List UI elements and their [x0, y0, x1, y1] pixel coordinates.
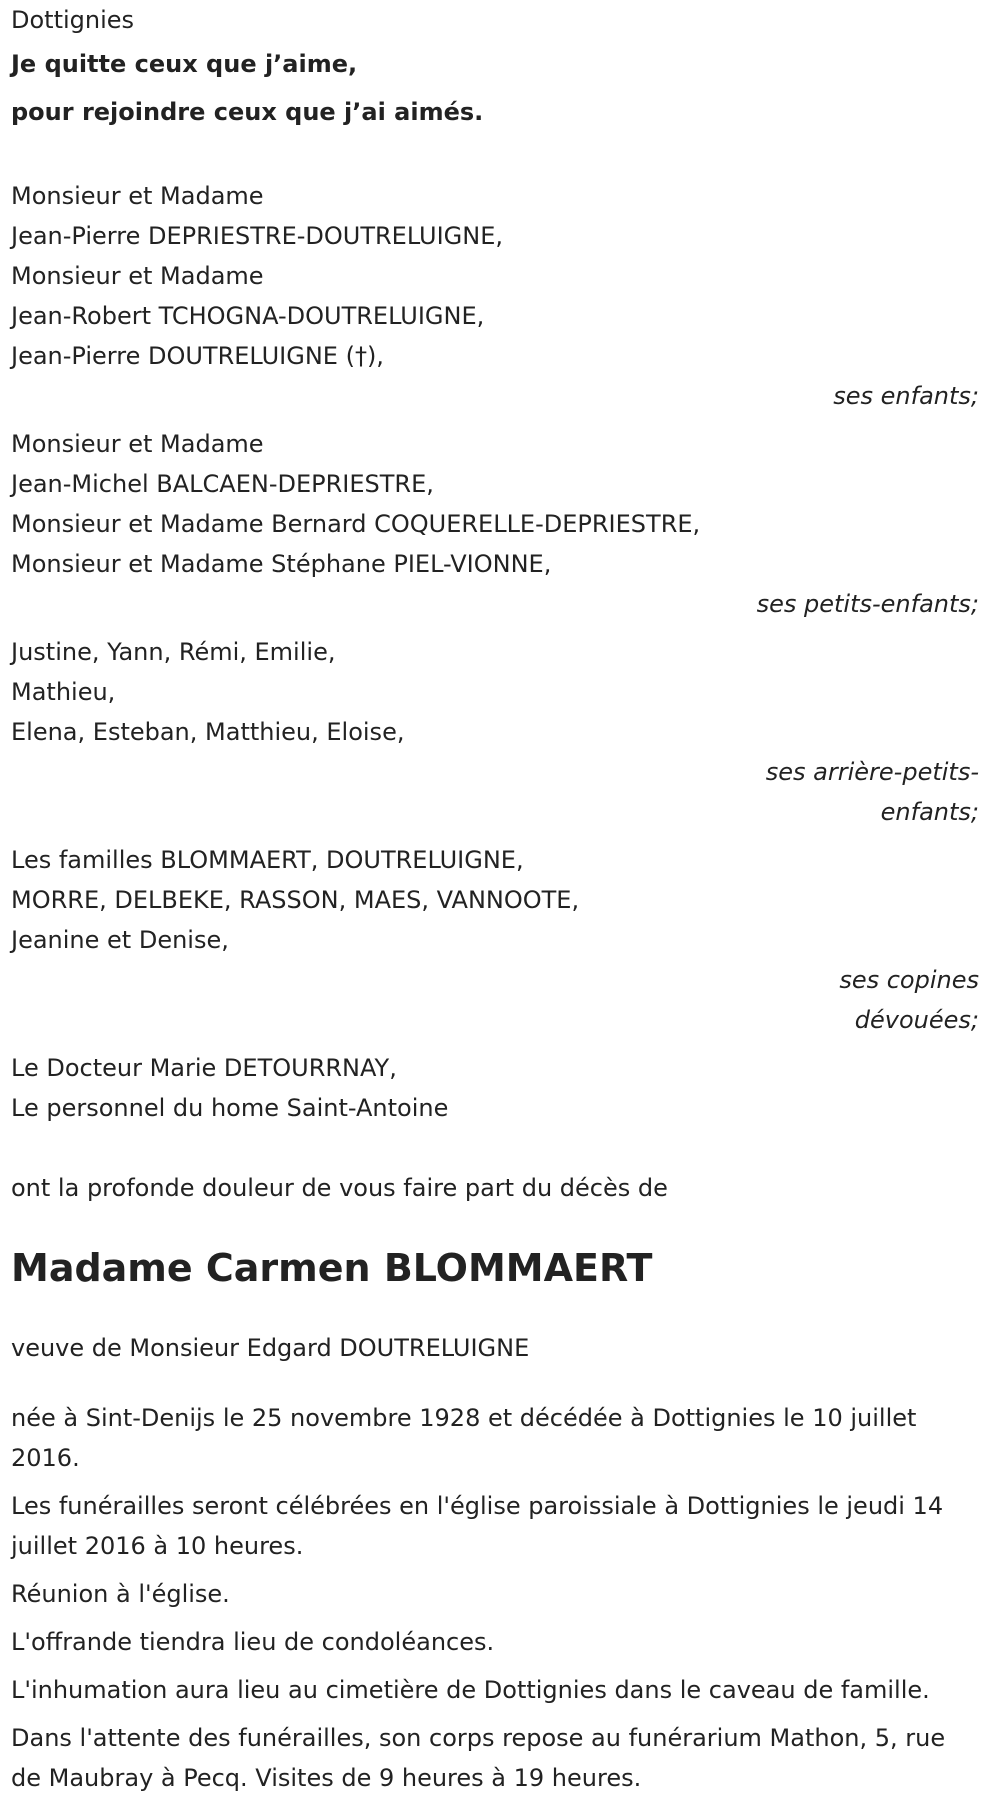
grandchildren-line: Monsieur et Madame	[11, 430, 264, 458]
friends-role-2: dévouées;	[854, 1006, 979, 1034]
details-section	[11, 1398, 991, 1798]
grandchildren-role: ses petits-enfants;	[756, 590, 979, 618]
children-section	[11, 176, 991, 416]
others-line: Le Docteur Marie DETOURRNAY,	[11, 1054, 397, 1082]
detail-paragraph: Réunion à l'église.	[11, 1580, 230, 1608]
great-grandchildren-role-1: ses arrière-petits-	[765, 758, 979, 786]
great-grandchildren-role-2: enfants;	[880, 798, 979, 826]
detail-paragraph: L'inhumation aura lieu au cimetière de Dottignies dans le caveau de famille.	[11, 1676, 930, 1704]
great-grandchildren-line: Justine, Yann, Rémi, Emilie,	[11, 638, 336, 666]
others-line: Le personnel du home Saint-Antoine	[11, 1094, 449, 1122]
friends-role-1: ses copines	[839, 966, 979, 994]
grandchildren-section	[11, 424, 991, 624]
grandchildren-line: Monsieur et Madame Bernard COQUERELLE-DEPRIESTRE,	[11, 510, 701, 538]
great-grandchildren-line: Elena, Esteban, Matthieu, Eloise,	[11, 718, 405, 746]
children-line: Jean-Pierre DOUTRELUIGNE (†),	[11, 342, 384, 370]
children-line: Monsieur et Madame	[11, 262, 264, 290]
children-line: Jean-Pierre DEPRIESTRE-DOUTRELUIGNE,	[11, 222, 504, 250]
friends-line: MORRE, DELBEKE, RASSON, MAES, VANNOOTE,	[11, 886, 580, 914]
grandchildren-line: Monsieur et Madame Stéphane PIEL-VIONNE,	[11, 550, 552, 578]
great-grandchildren-section	[11, 632, 991, 832]
great-grandchildren-line: Mathieu,	[11, 678, 116, 706]
deceased-name: Madame Carmen BLOMMAERT	[11, 1246, 653, 1290]
verse-line-1: Je quitte ceux que j’aime,	[11, 50, 358, 78]
widow-of-text: veuve de Monsieur Edgard DOUTRELUIGNE	[11, 1334, 530, 1362]
verse-line-2: pour rejoindre ceux que j’ai aimés.	[11, 98, 484, 126]
announcement-text: ont la profonde douleur de vous faire part du décès de	[11, 1174, 668, 1202]
friends-line: Jeanine et Denise,	[11, 926, 229, 954]
detail-paragraph: L'offrande tiendra lieu de condoléances.	[11, 1628, 495, 1656]
detail-paragraph: Dans l'attente des funérailles, son corps repose au funérarium Mathon, 5, rue de Maubray à Pecq. Visites de 9 heures à 19 heures.	[11, 1724, 946, 1792]
grandchildren-line: Jean-Michel BALCAEN-DEPRIESTRE,	[11, 470, 434, 498]
others-section	[11, 1048, 991, 1128]
friends-section	[11, 840, 991, 1040]
children-line: Jean-Robert TCHOGNA-DOUTRELUIGNE,	[11, 302, 485, 330]
children-role: ses enfants;	[833, 382, 979, 410]
detail-paragraph: née à Sint-Denijs le 25 novembre 1928 et décédée à Dottignies le 10 juillet 2016.	[11, 1404, 917, 1472]
detail-paragraph: Les funérailles seront célébrées en l'église paroissiale à Dottignies le jeudi 14 juillet 2016 à 10 heures.	[11, 1492, 944, 1560]
children-line: Monsieur et Madame	[11, 182, 264, 210]
town-name: Dottignies	[11, 6, 135, 34]
friends-line: Les familles BLOMMAERT, DOUTRELUIGNE,	[11, 846, 524, 874]
